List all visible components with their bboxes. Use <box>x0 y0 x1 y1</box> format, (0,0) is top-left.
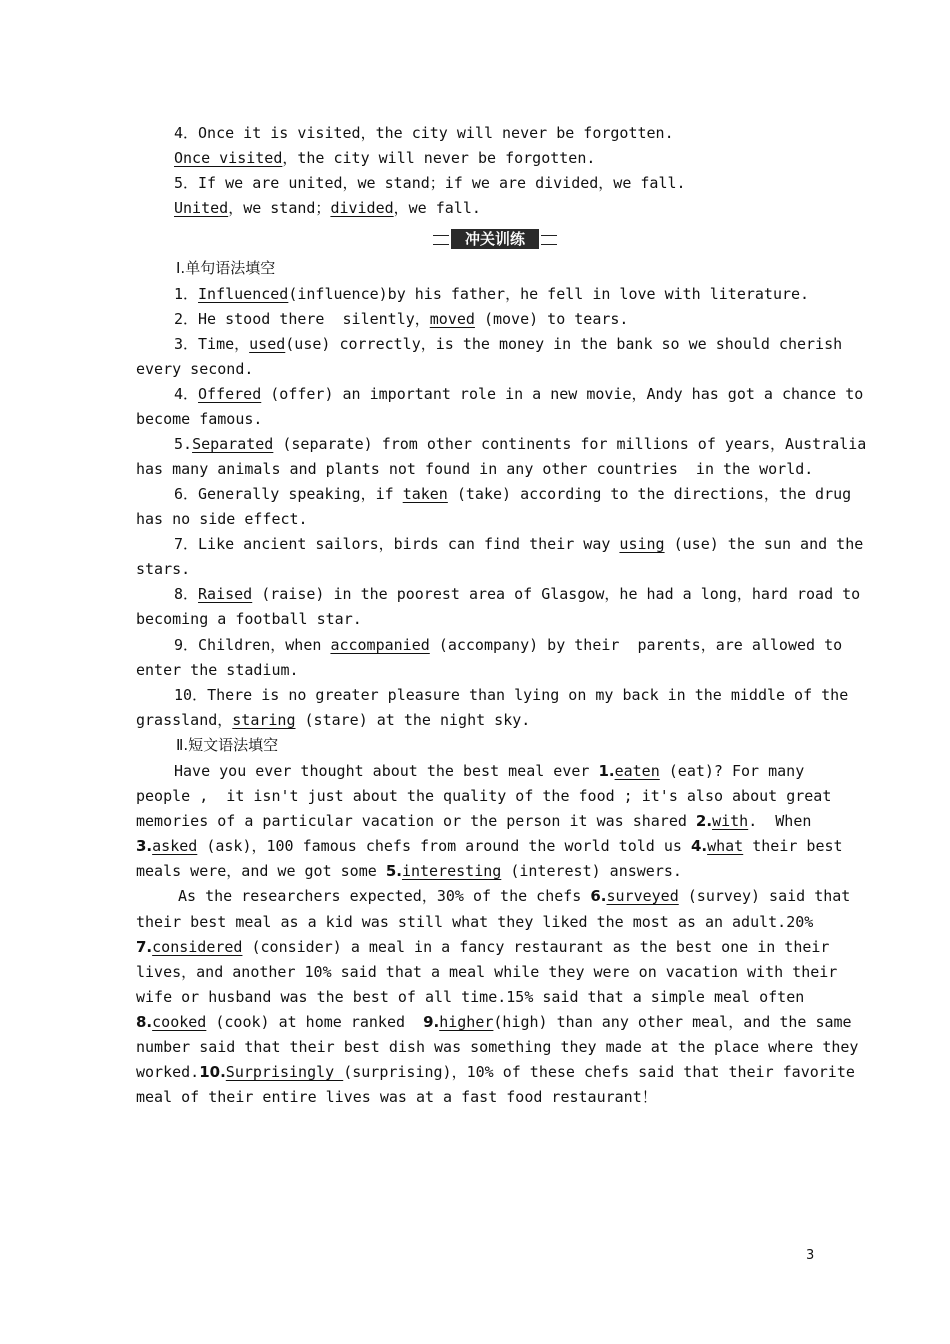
question-2: 2．He stood there silently，moved (move) to tears. <box>174 310 629 328</box>
answer: accompanied <box>330 636 430 654</box>
section-banner <box>433 229 557 251</box>
section-1-heading: Ⅰ.单句语法填空 <box>176 259 276 277</box>
question-8-cont: becoming a football star. <box>136 610 362 628</box>
passage-line: Have you ever thought about the best meal ever 1.eaten (eat)? For many <box>174 762 805 780</box>
passage-line: people , it isn't just about the quality of the food ; it's also about great <box>136 787 832 805</box>
question-8: 8．Raised (raise) in the poorest area of Glasgow，he had a long，hard road to <box>174 585 861 603</box>
answer: considered <box>152 938 243 956</box>
passage-line: worked.10.Surprisingly (surprising)，10% of these chefs said that their favorite <box>136 1063 855 1081</box>
question-5-cont: has many animals and plants not found in any other countries in the world. <box>136 460 814 478</box>
passage-line: As the researchers expected，30% of the chefs 6.surveyed (survey) said that <box>178 887 851 905</box>
answer: Separated <box>192 435 274 453</box>
question-7-cont: stars. <box>136 560 191 578</box>
question-9-cont: enter the stadium. <box>136 661 299 679</box>
answer: Influenced <box>198 285 289 303</box>
answer: with <box>712 812 749 830</box>
answer: cooked <box>152 1013 207 1031</box>
banner-title: 冲关训练 <box>464 230 525 248</box>
passage-line: number said that their best dish was something they made at the place where they <box>136 1038 859 1056</box>
answer: Once visited <box>174 149 283 167</box>
example-4-rewrite: Once visited，the city will never be forgotten. <box>174 149 596 167</box>
question-10-cont: grassland，staring (stare) at the night sky. <box>136 711 531 729</box>
passage-line: wife or husband was the best of all time.15% said that a simple meal often <box>136 988 805 1006</box>
answer: interesting <box>401 862 502 880</box>
answer: using <box>619 535 665 553</box>
answer: staring <box>232 711 296 729</box>
question-10: 10．There is no greater pleasure than lying on my back in the middle of the <box>174 686 849 704</box>
section-2-heading: Ⅱ.短文语法填空 <box>176 736 279 754</box>
answer: surveyed <box>606 887 679 905</box>
answer: higher <box>439 1013 494 1031</box>
passage-line: their best meal as a kid was still what they liked the most as an adult.20% <box>136 913 814 931</box>
question-5: 5.Separated (separate) from other continents for millions of years，Australia <box>174 435 867 453</box>
question-3: 3．Time，used(use) correctly，is the money in the bank so we should cherish <box>174 335 843 353</box>
page-number: 3 <box>806 1248 815 1263</box>
answer: eaten <box>614 762 660 780</box>
banner-box <box>451 229 539 249</box>
passage-line: lives，and another 10% said that a meal while they were on vacation with their <box>136 963 838 981</box>
example-4: 4．Once it is visited，the city will never be forgotten. <box>174 124 674 142</box>
passage-line: memories of a particular vacation or the person it was shared 2.with. When <box>136 812 812 830</box>
question-7: 7．Like ancient sailors，birds can find their way using (use) the sun and the <box>174 535 864 553</box>
example-5-rewrite: United，we stand；divided，we fall. <box>174 199 481 217</box>
question-9: 9．Children，when accompanied (accompany) by their parents，are allowed to <box>174 636 843 654</box>
answer: United <box>174 199 229 217</box>
question-1: 1．Influenced(influence)by his father，he fell in love with literature. <box>174 285 810 303</box>
passage-line: meal of their entire lives was at a fast food restaurant！ <box>136 1088 657 1106</box>
passage-line: 7.considered (consider) a meal in a fancy restaurant as the best one in their <box>136 938 830 956</box>
answer: Raised <box>198 585 253 603</box>
answer: what <box>707 837 744 855</box>
answer: asked <box>152 837 198 855</box>
passage-line: meals were，and we got some 5.interesting (interest) answers. <box>136 862 682 880</box>
answer: Offered <box>198 385 262 403</box>
question-6-cont: has no side effect. <box>136 510 308 528</box>
question-4-cont: become famous. <box>136 410 263 428</box>
answer: moved <box>429 310 475 328</box>
question-3-cont: every second. <box>136 360 254 378</box>
answer: divided <box>330 199 394 217</box>
passage-line: 3.asked (ask)，100 famous chefs from around the world told us 4.what their best <box>136 837 843 855</box>
answer: Surprisingly <box>225 1063 344 1081</box>
answer: taken <box>402 485 448 503</box>
answer: used <box>249 335 286 353</box>
passage-line: 8.cooked (cook) at home ranked 9.higher(high) than any other meal，and the same <box>136 1013 852 1031</box>
question-4: 4．Offered (offer) an important role in a new movie，Andy has got a chance to <box>174 385 864 403</box>
banner-rule-right <box>541 235 557 245</box>
banner-rule-left <box>433 235 449 245</box>
question-6: 6．Generally speaking，if taken (take) according to the directions，the drug <box>174 485 852 503</box>
example-5: 5．If we are united，we stand；if we are divided，we fall. <box>174 174 686 192</box>
